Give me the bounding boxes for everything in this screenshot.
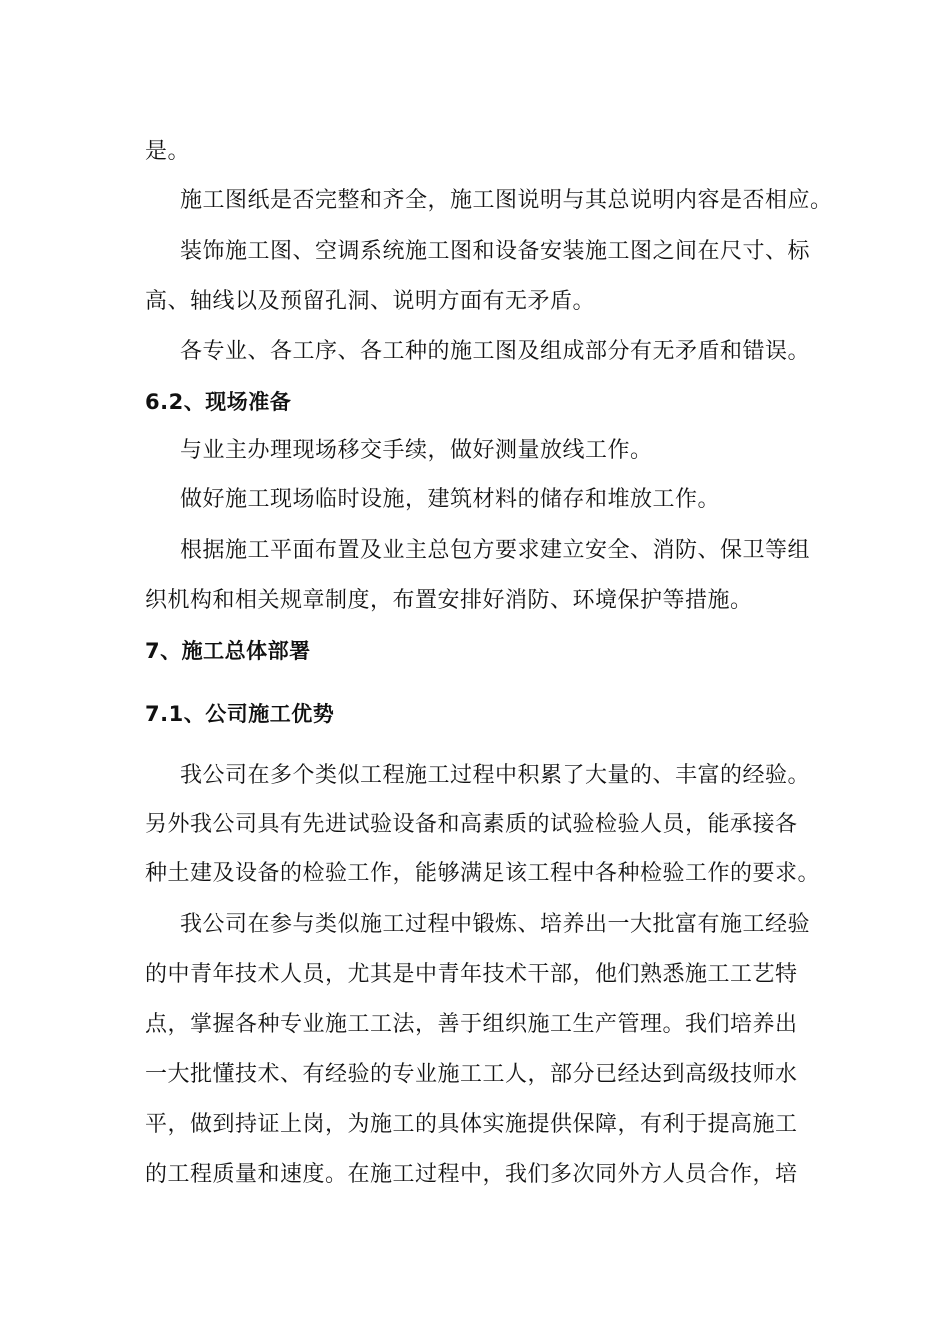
- paragraph-line: 做好施工现场临时设施，建筑材料的储存和堆放工作。: [180, 487, 721, 512]
- paragraph-line: 点，掌握各种专业施工工法，善于组织施工生产管理。我们培养出: [145, 1012, 798, 1037]
- paragraph-line: 根据施工平面布置及业主总包方要求建立安全、消防、保卫等组: [180, 538, 811, 563]
- paragraph-line: 织机构和相关规章制度，布置安排好消防、环境保护等措施。: [145, 588, 753, 613]
- section-heading: 6.2、现场准备: [145, 390, 292, 414]
- paragraph-line: 是。: [145, 139, 191, 164]
- paragraph-line: 高、轴线以及预留孔洞、说明方面有无矛盾。: [145, 289, 596, 314]
- paragraph-line: 的工程质量和速度。在施工过程中，我们多次同外方人员合作，培: [145, 1162, 798, 1187]
- paragraph-line: 另外我公司具有先进试验设备和高素质的试验检验人员，能承接各: [145, 812, 798, 837]
- section-heading: 7、施工总体部署: [145, 639, 311, 663]
- paragraph-line: 平，做到持证上岗，为施工的具体实施提供保障，有利于提高施工: [145, 1112, 798, 1137]
- paragraph-line: 一大批懂技术、有经验的专业施工工人，部分已经达到高级技师水: [145, 1062, 798, 1087]
- paragraph-line: 与业主办理现场移交手续，做好测量放线工作。: [180, 438, 653, 463]
- paragraph-line: 各专业、各工序、各工种的施工图及组成部分有无矛盾和错误。: [180, 339, 811, 364]
- paragraph-line: 装饰施工图、空调系统施工图和设备安装施工图之间在尺寸、标: [180, 239, 811, 264]
- paragraph-line: 施工图纸是否完整和齐全，施工图说明与其总说明内容是否相应。: [180, 188, 833, 213]
- paragraph-line: 种土建及设备的检验工作，能够满足该工程中各种检验工作的要求。: [145, 861, 821, 886]
- paragraph-line: 我公司在多个类似工程施工过程中积累了大量的、丰富的经验。: [180, 763, 811, 788]
- paragraph-line: 我公司在参与类似施工过程中锻炼、培养出一大批富有施工经验: [180, 912, 811, 937]
- paragraph-line: 的中青年技术人员，尤其是中青年技术干部，他们熟悉施工工艺特: [145, 962, 798, 987]
- section-heading: 7.1、公司施工优势: [145, 702, 335, 726]
